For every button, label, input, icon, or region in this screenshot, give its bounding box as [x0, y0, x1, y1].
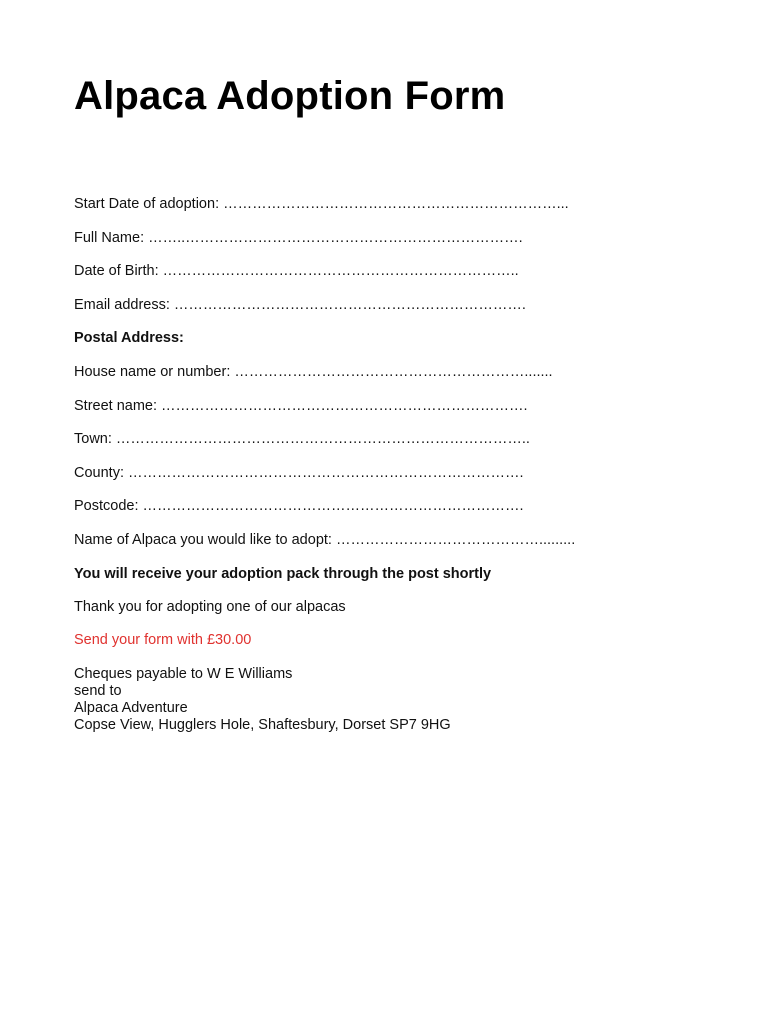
cheques-payable-text: Cheques payable to W E Williams [74, 666, 293, 682]
town-field[interactable]: Town: ………………………………………………………………………….. [74, 431, 530, 447]
alpaca-name-field[interactable]: Name of Alpaca you would like to adopt: ……………………………………......... [74, 532, 576, 548]
email-field[interactable]: Email address: ………………………………………………………………. [74, 297, 526, 313]
county-field[interactable]: County: ………………………………………………………………………. [74, 465, 524, 481]
start-date-field[interactable]: Start Date of adoption: ……………………………………………………………... [74, 196, 569, 212]
postal-address-heading: Postal Address: [74, 330, 184, 346]
house-name-field[interactable]: House name or number: ……………………………………………………....... [74, 364, 553, 380]
full-name-field[interactable]: Full Name: ……..……………………………………………………………. [74, 230, 523, 246]
page-title: Alpaca Adoption Form [74, 74, 506, 118]
adoption-pack-notice: You will receive your adoption pack through the post shortly [74, 566, 492, 582]
send-to-text: send to [74, 683, 122, 699]
payment-notice: Send your form with £30.00 [74, 632, 252, 648]
postal-address-block [74, 666, 451, 734]
company-name: Alpaca Adventure [74, 700, 188, 716]
thank-you-text: Thank you for adopting one of our alpacas [74, 599, 346, 615]
date-of-birth-field[interactable]: Date of Birth: ……………………………………………………………….. [74, 263, 519, 279]
postcode-field[interactable]: Postcode: ……………………………………………………………………. [74, 498, 524, 514]
street-name-field[interactable]: Street name: …………………………………………………………………. [74, 398, 528, 414]
company-address: Copse View, Hugglers Hole, Shaftesbury, Dorset SP7 9HG [74, 717, 451, 733]
